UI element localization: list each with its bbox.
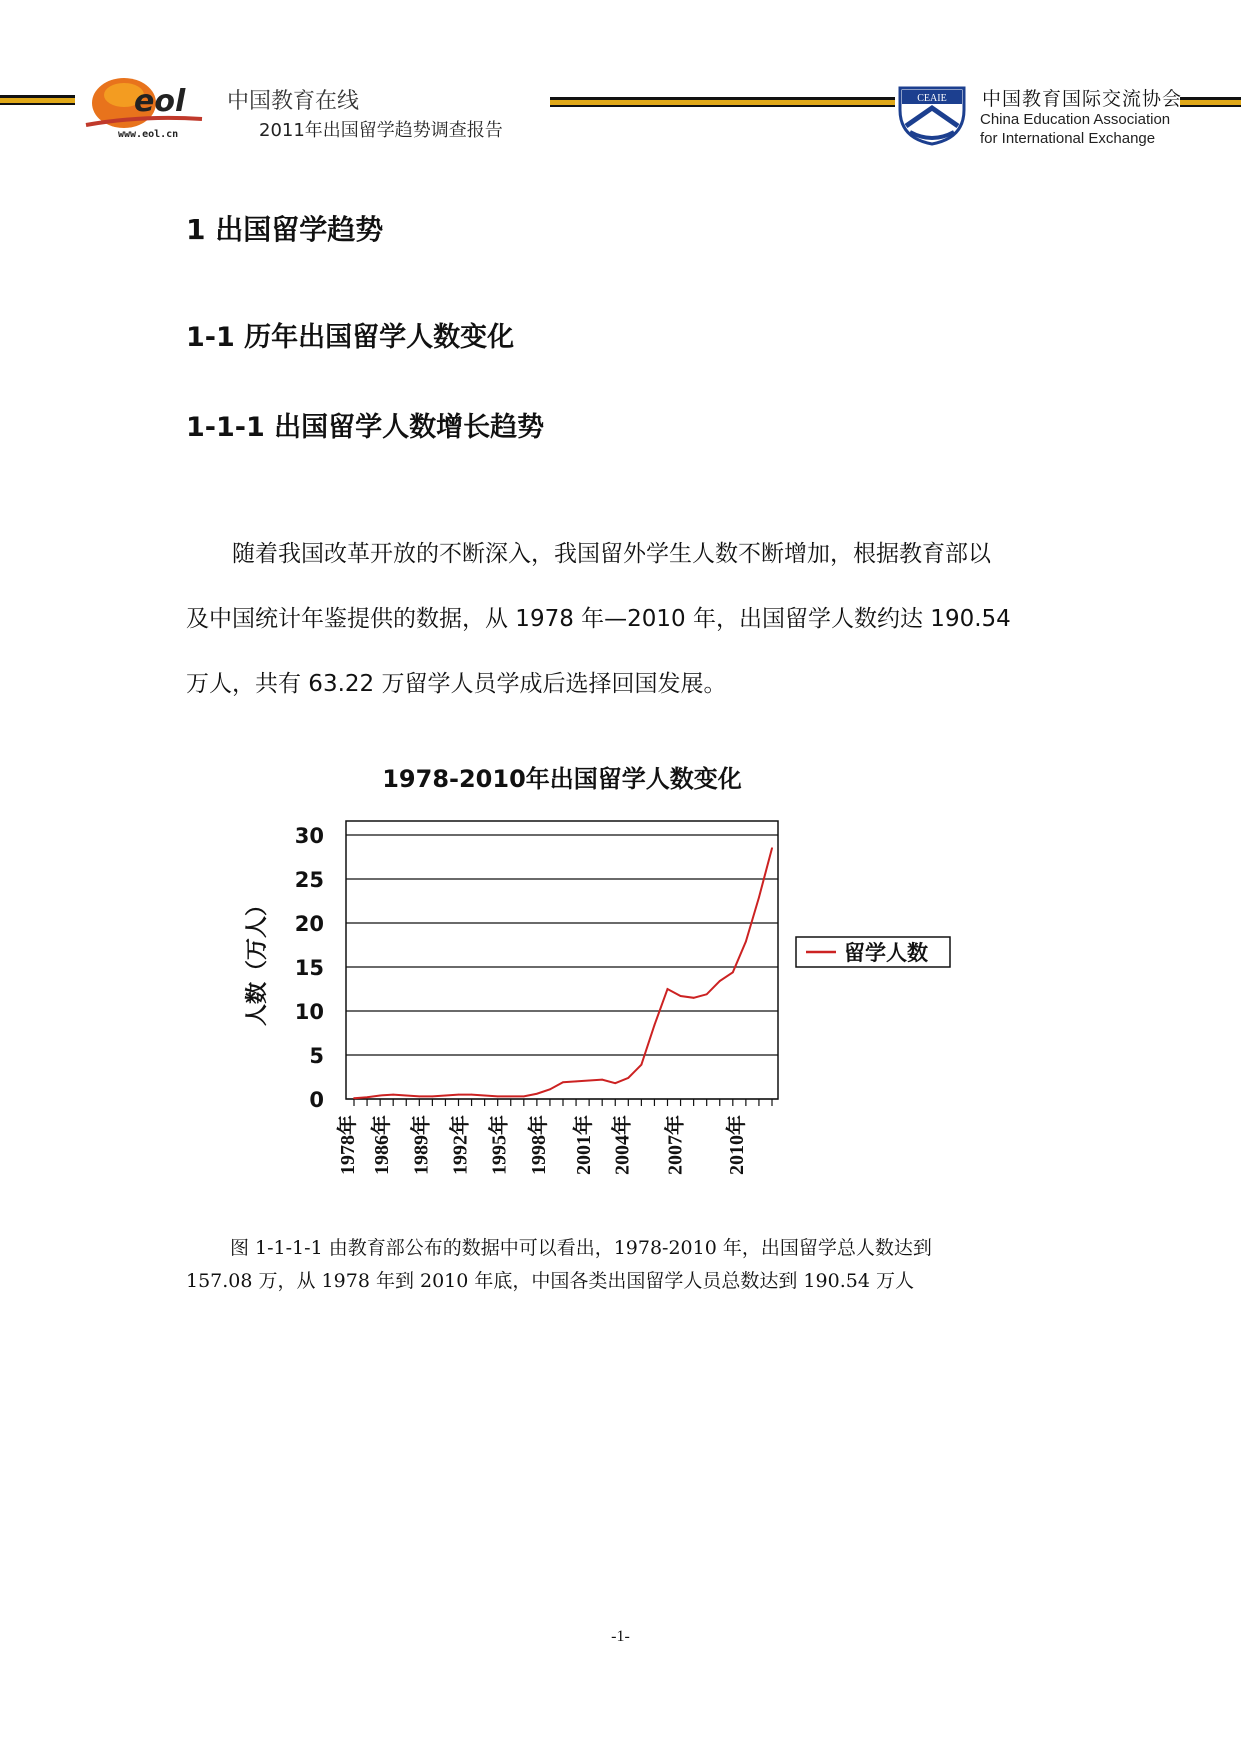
x-tick-label: 1989年 <box>410 1115 433 1175</box>
data-point <box>771 847 773 849</box>
data-point <box>758 897 760 899</box>
data-point <box>706 993 708 995</box>
chart-title: 1978-2010年出国留学人数变化 <box>382 765 742 793</box>
y-tick-label: 10 <box>294 1000 324 1024</box>
assoc-name-cn: 中国教育国际交流协会 <box>982 88 1183 110</box>
x-tick-label: 1978年 <box>337 1115 359 1175</box>
data-point <box>379 1095 381 1097</box>
paragraph-line-1: 随着我国改革开放的不断深入，我国留外学生人数不断增加，根据教育部以 <box>232 541 991 567</box>
data-point <box>497 1095 499 1097</box>
eol-logo <box>82 73 212 143</box>
assoc-name-en-1: China Education Association <box>980 111 1171 128</box>
ceaie-logo <box>898 86 966 146</box>
data-point <box>680 995 682 997</box>
assoc-name-en-2: for International Exchange <box>980 130 1156 147</box>
data-point <box>510 1095 512 1097</box>
x-tick-label: 1986年 <box>371 1115 394 1175</box>
students-abroad-line-chart <box>230 755 990 1210</box>
paragraph-line-2: 及中国统计年鉴提供的数据，从 1978 年—2010 年，出国留学人数约达 190.54 <box>186 606 1011 632</box>
section-heading-1-1-1: 1-1-1 出国留学人数增长趋势 <box>186 412 545 443</box>
y-axis-label: 人数（万人） <box>245 893 270 1027</box>
y-tick-label: 15 <box>294 956 324 980</box>
header-rule-right <box>1180 97 1241 107</box>
brand-name: 中国教育在线 <box>227 89 360 114</box>
data-point <box>445 1095 447 1097</box>
y-tick-label: 30 <box>294 824 324 848</box>
data-point <box>366 1096 368 1098</box>
ceaie-logo-text: CEAIE <box>917 93 947 104</box>
data-point <box>405 1095 407 1097</box>
legend-label: 留学人数 <box>844 940 928 965</box>
data-point <box>431 1095 433 1097</box>
x-tick-label: 1998年 <box>527 1115 550 1175</box>
data-point <box>614 1082 616 1084</box>
x-tick-label: 2004年 <box>611 1115 634 1175</box>
data-point <box>562 1081 564 1083</box>
data-point <box>549 1088 551 1090</box>
page-number: -1- <box>611 1628 630 1645</box>
x-tick-label: 2001年 <box>573 1115 596 1175</box>
eol-logo-text: eol <box>134 84 186 119</box>
data-point <box>732 971 734 973</box>
series-line-留学人数 <box>354 848 772 1098</box>
eol-url: www.eol.cn <box>118 129 179 140</box>
data-point <box>640 1064 642 1066</box>
header-rule-left <box>0 95 75 105</box>
data-point <box>353 1097 355 1099</box>
y-tick-label: 20 <box>294 912 324 936</box>
x-tick-label: 2007年 <box>664 1115 687 1175</box>
y-tick-label: 0 <box>309 1088 324 1112</box>
paragraph-line-3: 万人，共有 63.22 万留学人员学成后选择回国发展。 <box>186 671 727 697</box>
data-point <box>536 1093 538 1095</box>
plot-area <box>346 821 778 1099</box>
header-rule-middle <box>550 97 895 107</box>
figure-caption-line-1: 图 1-1-1-1 由教育部公布的数据中可以看出，1978-2010 年，出国留学总人数达到 <box>230 1237 932 1259</box>
data-point <box>588 1080 590 1082</box>
data-point <box>484 1095 486 1097</box>
data-point <box>458 1094 460 1096</box>
y-tick-label: 5 <box>309 1044 324 1068</box>
section-heading-1-1: 1-1 历年出国留学人数变化 <box>186 322 515 353</box>
data-point <box>654 1024 656 1026</box>
figure-caption-line-2: 157.08 万，从 1978 年到 2010 年底，中国各类出国留学人员总数达到 190.54 万人 <box>186 1270 914 1292</box>
x-tick-label: 1995年 <box>488 1115 511 1175</box>
data-point <box>471 1094 473 1096</box>
data-point <box>745 941 747 943</box>
x-tick-label: 2010年 <box>725 1115 748 1175</box>
data-point <box>667 988 669 990</box>
data-point <box>575 1081 577 1083</box>
data-point <box>523 1095 525 1097</box>
data-point <box>418 1095 420 1097</box>
data-point <box>601 1079 603 1081</box>
report-title: 2011年出国留学趋势调查报告 <box>259 120 503 141</box>
data-point <box>627 1077 629 1079</box>
data-point <box>693 997 695 999</box>
y-tick-label: 25 <box>294 868 324 892</box>
data-point <box>719 980 721 982</box>
section-heading-1: 1 出国留学趋势 <box>186 213 384 246</box>
x-tick-label: 1992年 <box>449 1115 472 1175</box>
data-point <box>392 1094 394 1096</box>
